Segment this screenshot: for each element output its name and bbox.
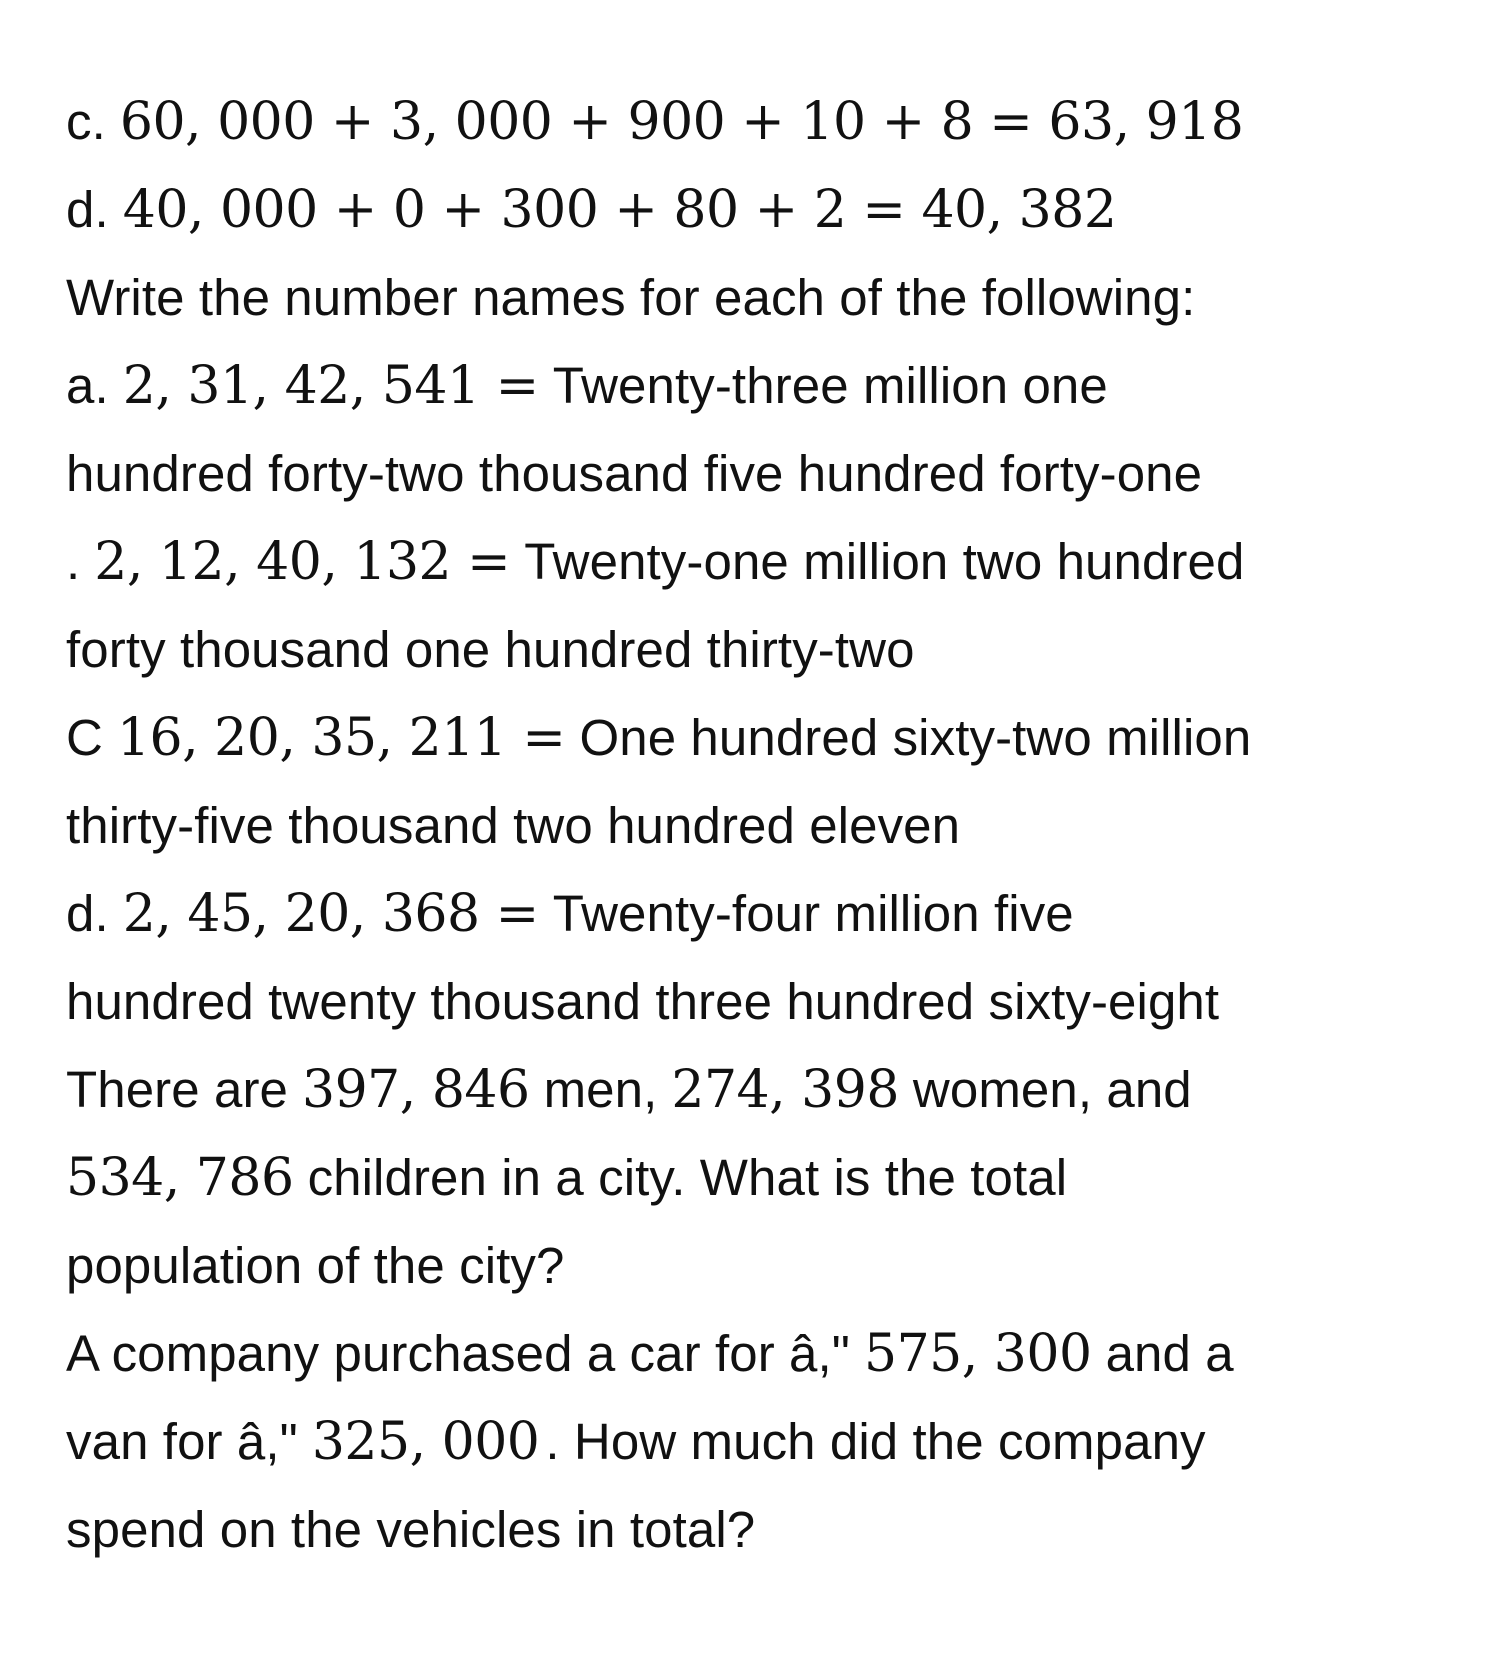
- problem-text: children in a city. What is the total: [307, 1149, 1068, 1206]
- number-name-item-a: [66, 342, 1456, 430]
- number-name-item-d: [66, 870, 1456, 958]
- problem-text: population of the city?: [66, 1237, 565, 1294]
- document-page: [66, 78, 1456, 1574]
- item-label: a.: [66, 357, 109, 414]
- item-label: d.: [66, 181, 109, 238]
- problem-text: men,: [543, 1061, 658, 1118]
- number-name-text: hundred twenty thousand three hundred sixty-eight: [66, 973, 1220, 1030]
- equation-line-c: [66, 78, 1456, 166]
- women-count: 274, 398: [671, 1060, 899, 1120]
- number-name-item-b: [66, 518, 1456, 606]
- population-problem-question: [66, 1222, 1456, 1310]
- number-name-continuation: [66, 430, 1456, 518]
- math-expression: 40, 000 + 0 + 300 + 80 + 2 = 40, 382: [122, 180, 1117, 240]
- problem-text: van for â,": [66, 1413, 298, 1470]
- number-name-text: hundred forty-two thousand five hundred forty-one: [66, 445, 1203, 502]
- number-name-text: Twenty-three million one: [552, 357, 1108, 414]
- number-name-text: Twenty-one million two hundred: [524, 533, 1245, 590]
- vehicle-problem: [66, 1310, 1456, 1398]
- math-expression: 60, 000 + 3, 000 + 900 + 10 + 8 = 63, 918: [119, 92, 1244, 152]
- number-name-item-c: [66, 694, 1456, 782]
- instruction-heading: [66, 254, 1456, 342]
- population-problem-continuation: [66, 1134, 1456, 1222]
- problem-text: and a: [1105, 1325, 1234, 1382]
- problem-text: A company purchased a car for â,": [66, 1325, 850, 1382]
- number-name-text: thirty-five thousand two hundred eleven: [66, 797, 961, 854]
- item-label: .: [66, 533, 81, 590]
- item-label: C: [66, 709, 103, 766]
- item-label: d.: [66, 885, 109, 942]
- equation-line-d: [66, 166, 1456, 254]
- vehicle-problem-continuation: [66, 1398, 1456, 1486]
- item-label: c.: [66, 93, 106, 150]
- math-expression: 2, 31, 42, 541 =: [122, 356, 539, 416]
- number-name-text: Twenty-four million five: [552, 885, 1074, 942]
- number-name-text: forty thousand one hundred thirty-two: [66, 621, 915, 678]
- number-name-continuation: [66, 782, 1456, 870]
- population-problem: [66, 1046, 1456, 1134]
- problem-text: There are: [66, 1061, 289, 1118]
- instruction-text: Write the number names for each of the following:: [66, 269, 1196, 326]
- math-expression: 2, 45, 20, 368 =: [122, 884, 539, 944]
- problem-text: spend on the vehicles in total?: [66, 1501, 756, 1558]
- problem-text: . How much did the company: [545, 1413, 1206, 1470]
- vehicle-problem-question: [66, 1486, 1456, 1574]
- math-expression: 16, 20, 35, 211 =: [116, 708, 566, 768]
- van-price: 325, 000: [311, 1412, 540, 1472]
- car-price: 575, 300: [864, 1324, 1092, 1384]
- number-name-continuation: [66, 958, 1456, 1046]
- children-count: 534, 786: [66, 1148, 294, 1208]
- problem-text: women, and: [912, 1061, 1192, 1118]
- number-name-text: One hundred sixty-two million: [579, 709, 1252, 766]
- math-expression: 2, 12, 40, 132 =: [94, 532, 511, 592]
- number-name-continuation: [66, 606, 1456, 694]
- men-count: 397, 846: [302, 1060, 530, 1120]
